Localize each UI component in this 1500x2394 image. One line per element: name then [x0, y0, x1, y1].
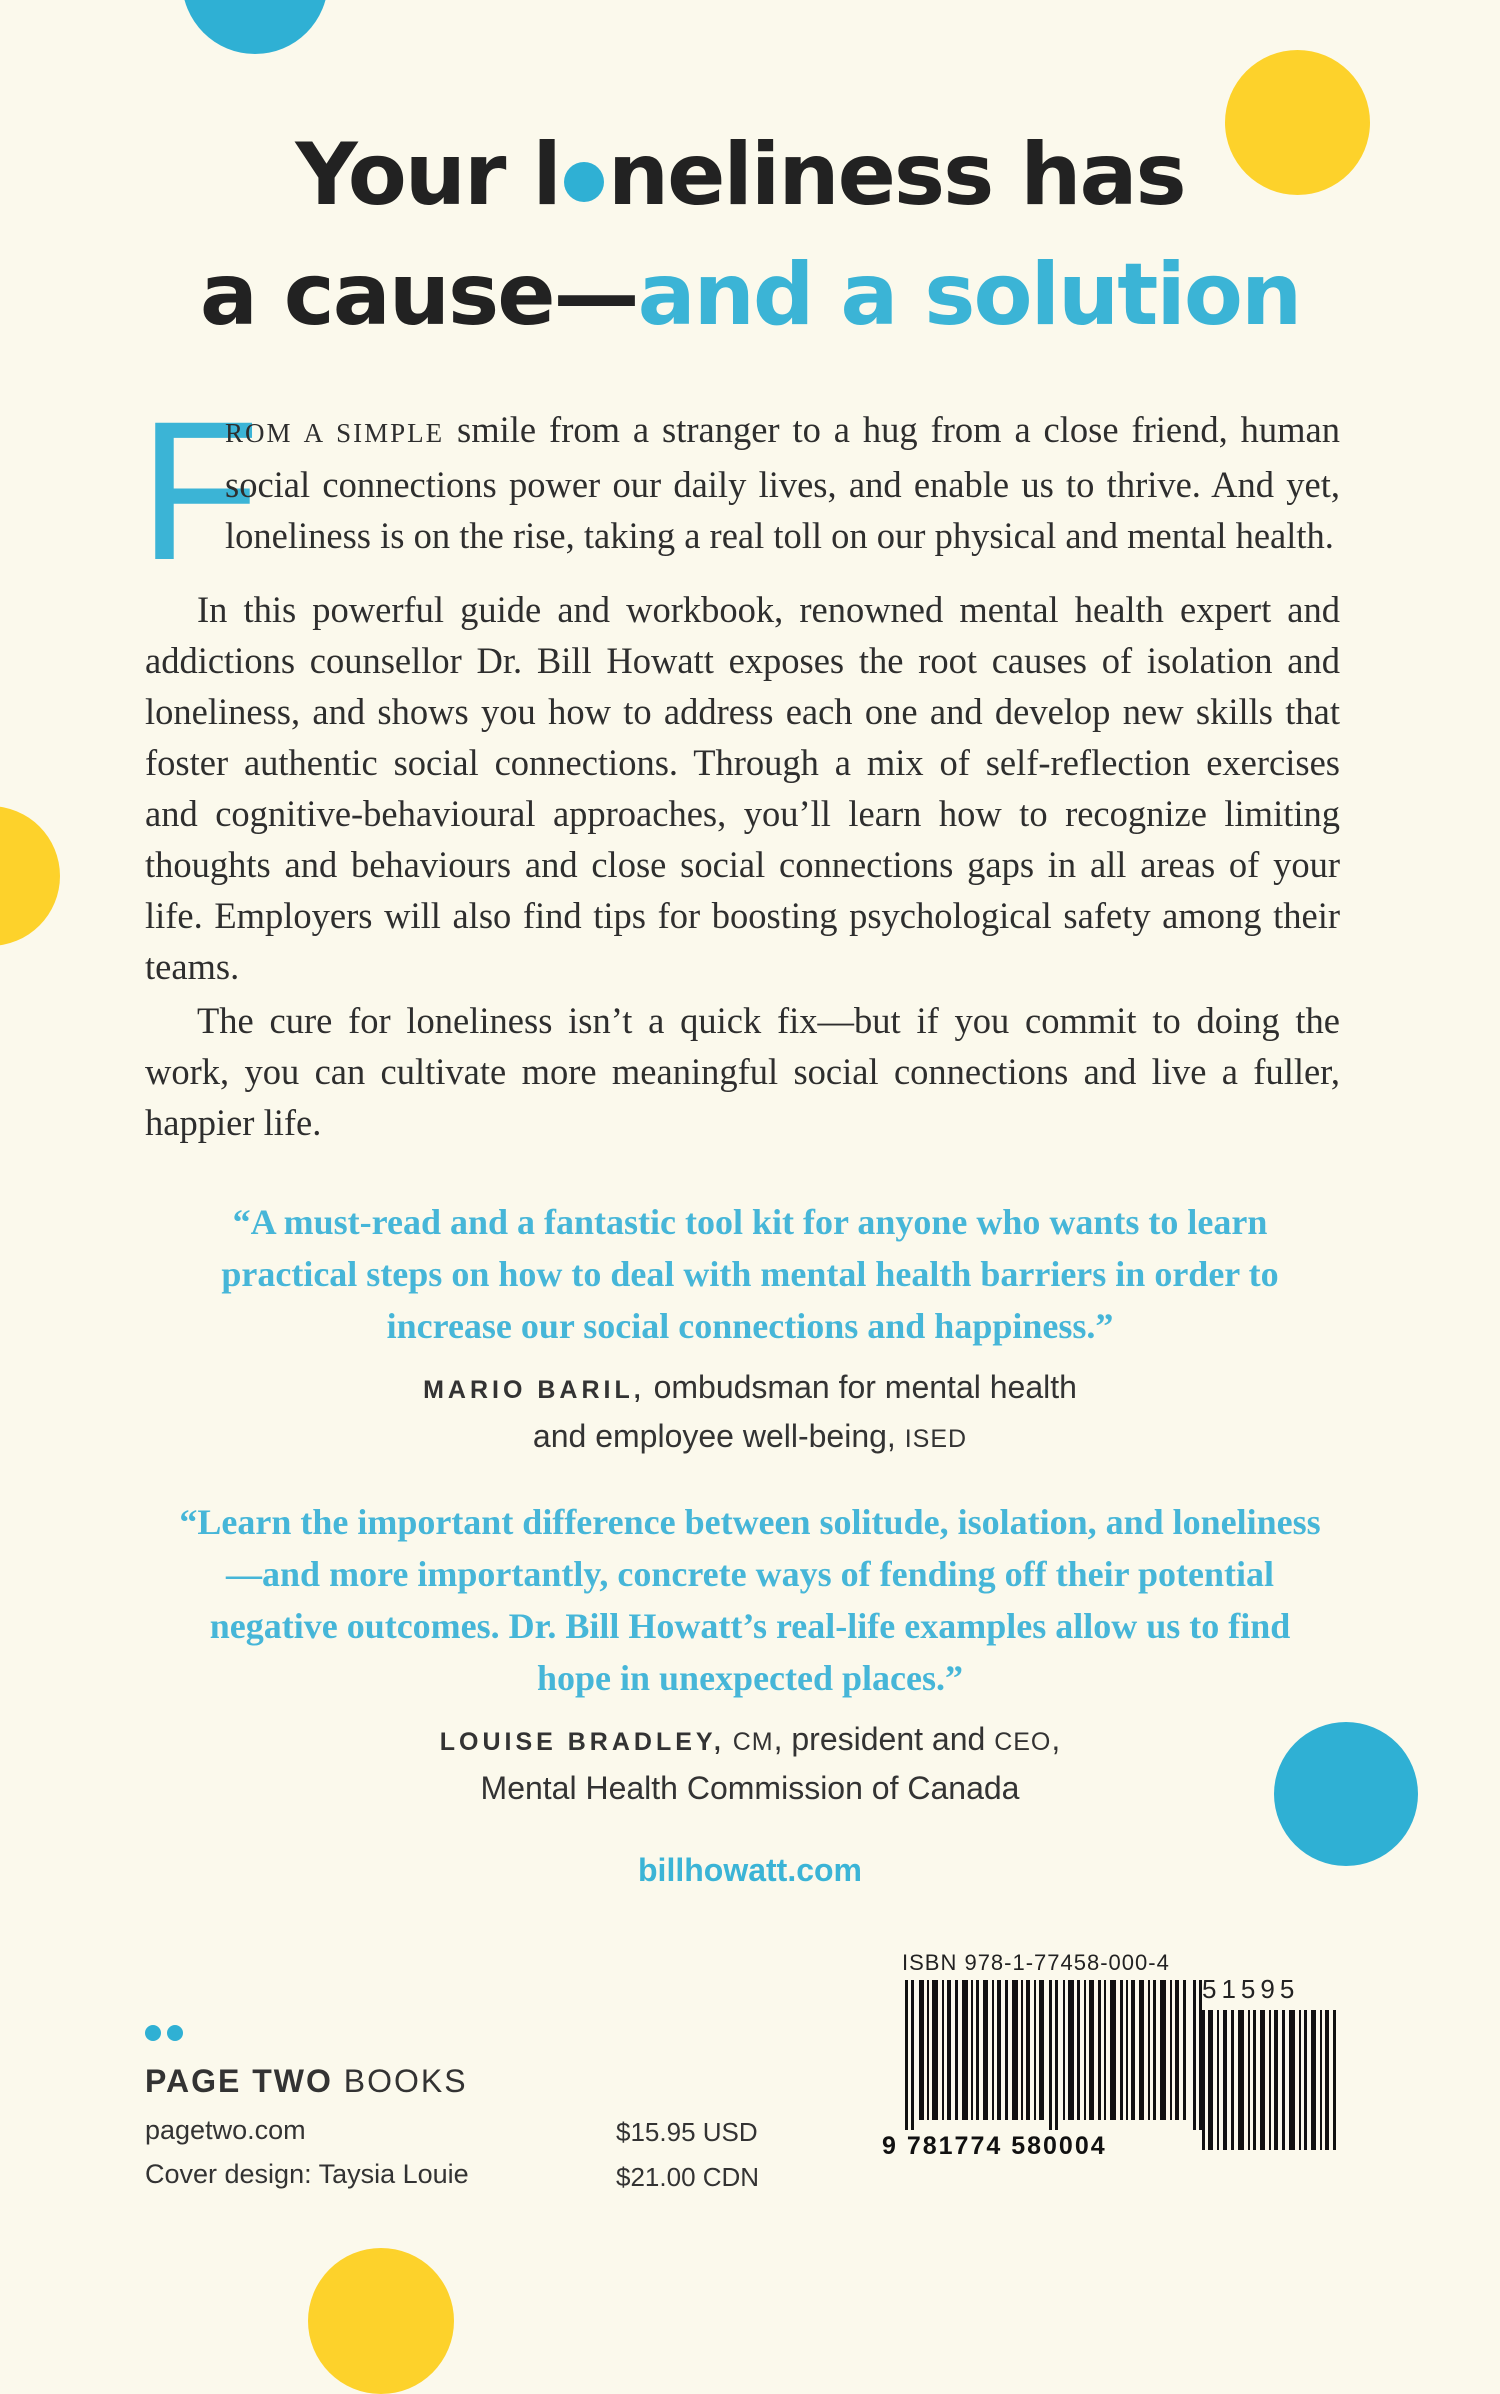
isbn-barcode	[870, 1942, 1350, 2182]
paragraph-2: In this powerful guide and workbook, renowned mental health expert and addictions counsellor Dr. Bill Howatt exposes the root causes of isolation and loneliness, and shows you how to address each one and develop new skills that foster authentic social connections. Through a mix of self-reflection exercises and cognitive-behavioural approaches, you’ll learn how to recognize limiting thoughts and behaviours and close social connections gaps in all areas of your life. Employers will also find tips for boosting psychological safety among their teams.	[145, 589, 1340, 987]
isbn-number: ISBN 978-1-77458-000-4	[902, 1950, 1170, 1975]
decorative-blue-dot-top	[182, 0, 328, 54]
publisher-block	[145, 2025, 469, 2196]
headline-o-dot-icon	[564, 162, 604, 202]
cover-design-credit: Cover design: Taysia Louie	[145, 2159, 469, 2189]
book-description	[139, 380, 1340, 1151]
decorative-yellow-dot-left	[0, 806, 60, 946]
paragraph-3: The cure for loneliness isn’t a quick fix—but if you commit to doing the work, you can cultivate more meaningful social connections and live a fuller, happier life.	[145, 1000, 1340, 1143]
price-block	[616, 2110, 759, 2200]
headline-line-1: Your l neliness has	[295, 125, 1185, 225]
paragraph-1	[139, 380, 1340, 601]
headline-line-2: a cause—and a solution	[199, 245, 1301, 345]
drop-cap: F	[139, 380, 260, 601]
author-website-link[interactable]: billhowatt.com	[638, 1852, 862, 1888]
endorsement-quote-1: “A must-read and a fantastic tool kit for anyone who wants to learn practical steps on how to deal with mental health barriers in order to increase our social connections and happiness.”	[221, 1202, 1279, 1346]
price-cdn: $21.00 CDN	[616, 2162, 760, 2192]
endorsement-attribution-1: MARIO BARIL, ombudsman for mental health and employee well-being, ISED	[423, 1369, 1077, 1454]
paragraph-1-lead: ROM A SIMPLE	[225, 418, 445, 448]
paragraph-1-text: smile from a stranger to a hug from a close friend, human social connections power our daily lives, and enable us to thrive. And yet, loneliness is on the rise, taking a real toll on our physical and mental health.	[225, 409, 1340, 556]
endorsement-quote-2: “Learn the important difference between solitude, isolation, and loneliness—and more importantly, concrete ways of fending off their potential negative outcomes. Dr. Bill Howatt’s real-life examples allow us to find hope in unexpected places.”	[179, 1502, 1321, 1698]
endorsement-attribution-2: LOUISE BRADLEY, CM, president and CEO, Mental Health Commission of Canada	[439, 1721, 1061, 1806]
barcode-digits: 9 781774 580004	[882, 2132, 1107, 2160]
barcode-price-code: 51595	[1202, 1974, 1300, 2004]
barcode-bars-addon	[1202, 2010, 1340, 2150]
price-usd: $15.95 USD	[616, 2117, 758, 2147]
publisher-url[interactable]: pagetwo.com	[145, 2115, 306, 2145]
barcode-bars-main	[905, 1980, 1205, 2130]
publisher-logo-icon	[145, 2025, 469, 2041]
publisher-name: PAGE TWO BOOKS	[145, 2063, 468, 2099]
decorative-yellow-dot-bottom	[308, 2248, 454, 2394]
